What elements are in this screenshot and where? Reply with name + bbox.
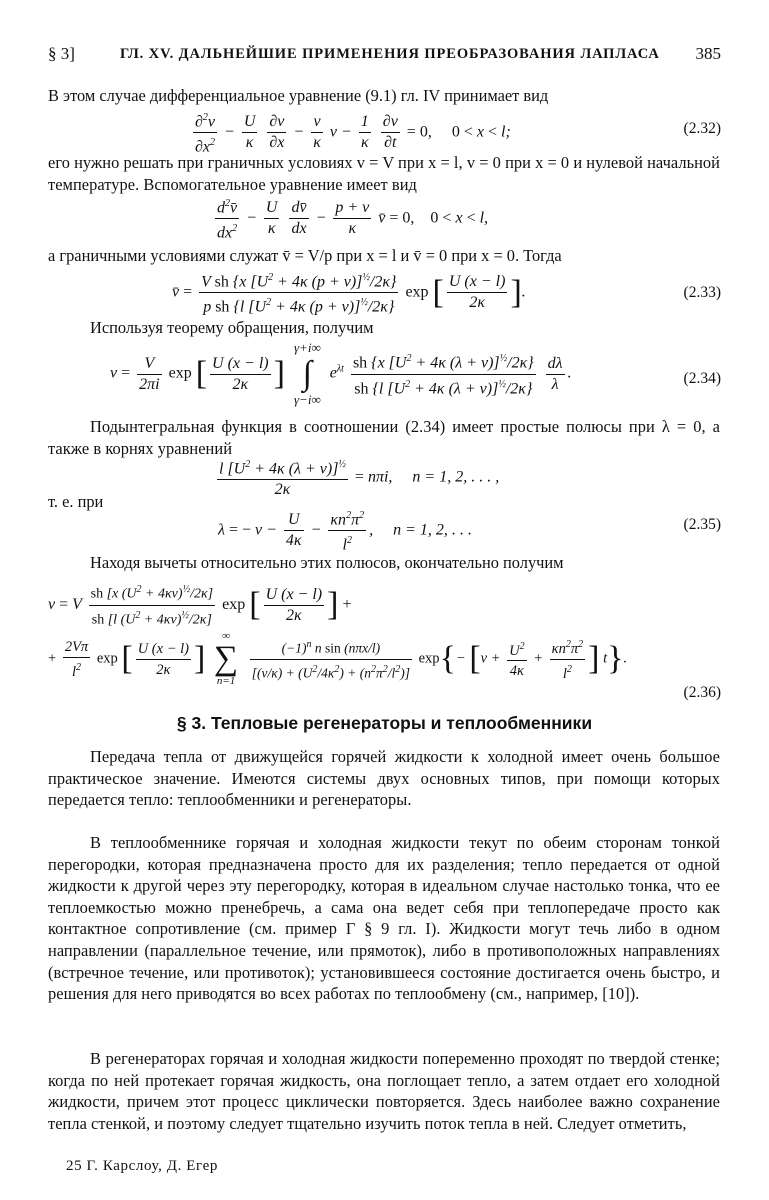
equation-2-36-line-1: v = V $\frac{sh [x (U^2 + 4\kappa\nu)^{\frac{1}{2}}/2\kappa]}{sh [l (U^2 + 4\kappa\nu)^{\frac{1}{2}}/2\kappa]}$ exp [ $\frac{U (x - l)}{2\kappa}$ ] + xyxy=(48,580,351,630)
roots-equation: $\frac{l [U^2 + 4\kappa (\lambda + \nu)]^{\frac{1}{2}}}{2\kappa}$ = nπi, n = 1, 2, . . . , xyxy=(214,455,499,500)
section-title: § 3. Тепловые регенераторы и теплообменники xyxy=(176,713,593,733)
text-boundary: а граничными условиями служат v̄ = V/p при x = l и v̄ = 0 при x = 0. Тогда xyxy=(48,246,562,265)
n-range: n = 1, 2, . . . , xyxy=(412,468,500,486)
page-number: 385 xyxy=(695,44,721,63)
text-poles: Подынтегральная функция в соотношении (2.34) имеет простые полюсы при λ = 0, а также в корнях уравнений xyxy=(48,417,720,458)
section-mark: § 3] xyxy=(48,44,75,63)
paragraph-boundary-conditions: его нужно решать при граничных условиях v = V при x = l, v = 0 при x = 0 и нулевой начальной температуре. Вспомогательное уравнение имеет вид xyxy=(48,153,720,194)
footer-signature: 25 Г. Карслоу, Д. Егер xyxy=(66,1158,218,1174)
equation-number: (2.35) xyxy=(683,516,721,533)
running-header xyxy=(48,44,721,70)
running-title: ГЛ. XV. ДАЛЬНЕЙШИЕ ПРИМЕНЕНИЯ ПРЕОБРАЗОВАНИЯ ЛАПЛАСА xyxy=(120,46,660,62)
equation-2-36-line-2: + $\frac{2V\pi}{l^2}$ exp [ $\frac{U (x - l)}{2\kappa}$ ] ∞ ∑ n=1 $\frac{(-1)^n n \sin (n\pi x/l)}{[(\nu/\kappa) + (U^2/4\kappa^2) + (n^2\pi^2/l^2)]}$ exp{− [ν + $\frac{U^2}{4\kappa}$ + $\frac{\kappa n^2\pi^2}{l^2}$ ] t}. xyxy=(48,630,628,687)
paragraph-3: В регенераторах горячая и холодная жидкости попеременно проходят по твердой стенке; когда по ней протекает горячая жидкость, она поглощает тепло, а затем отдает его холодной жидкости, причем этот процесс циклически повторяется. Здесь наиболее важно сохранение тепла стенкой, и поэтому следует тщательно изучить поток тепла в ней. Следует отметить, xyxy=(48,1049,720,1133)
equation-number: (2.36) xyxy=(683,684,721,701)
paragraph-2: В теплообменнике горячая и холодная жидкости текут по обеим сторонам тонкой перегородки, которая предназначена просто для их разделения; тепло передается от одной жидкости к другой через эту перегородку, которая в идеальном случае настолько тонка, что ее теплоемкостью можно пренебречь, а сама она ведет себя при теплопередаче просто как контактное сопротивление (см. пример Г § 9 гл. I). Жидкости могут течь либо в одном направлении (параллельное течение, или прямоток), либо в противоположных направлениях (встречное течение, или противоток); установившееся состояние достигается очень быстро, и решения для него приводятся во всех работах по теплообмену (см., например, [10]). xyxy=(48,833,720,1004)
intro-line: В этом случае дифференциальное уравнение (9.1) гл. IV принимает вид xyxy=(48,86,549,105)
auxiliary-equation: $\frac{d^2v̄}{dx^2}$ − $\frac{U}{\kappa}$ $\frac{dv̄}{dx}$ − $\frac{p + \nu}{\kappa}$ v̄ = 0, 0 < x < l, xyxy=(212,194,488,244)
text-residues: Находя вычеты относительно этих полюсов, окончательно получим xyxy=(90,553,564,572)
equation-2-34: v = $\frac{V}{2\pi i}$ exp [ $\frac{U (x - l)}{2\kappa}$ ] γ+i∞ ∫ γ−i∞ $e^{\lambda t}$ $\frac{sh \{x [U^2 + 4\kappa (\lambda + \nu)]^{\frac{1}{2}}/2\kappa\}}{sh \{l [U^2 + 4\kappa (\lambda + \nu)]^{\frac{1}{2}}/2\kappa\}}$ $\frac{d\lambda}{\lambda}$ . xyxy=(110,340,572,407)
equation-number: (2.34) xyxy=(683,370,721,387)
paragraph-1: Передача тепла от движущейся горячей жидкости к холодной имеет очень большое практическое значение. Имеются системы двух основных типов, при помощи которых передается тепло: теплообменники и регенераторы. xyxy=(48,747,720,810)
equation-2-32: $\frac{\partial^2v}{\partial x^2}$ − $\frac{U}{\kappa}$ $\frac{\partial v}{\partial x}$ − $\frac{\nu}{\kappa}$ v − $\frac{1}{\kappa}$ $\frac{\partial v}{\partial t}$ = 0, 0 < x < l; xyxy=(190,108,511,158)
equation-2-35: λ = − ν − $\frac{U}{4\kappa}$ − $\frac{\kappa n^2\pi^2}{l^2}$ , n = 1, 2, . . . xyxy=(218,506,472,556)
n-range-2: n = 1, 2, . . . xyxy=(393,521,472,539)
equation-2-33: v̄ = $\frac{V sh \{x [U^2 + 4\kappa (p + \nu)]^{\frac{1}{2}}/2\kappa\}}{p sh \{l [U^2 + 4\kappa (p + \nu)]^{\frac{1}{2}}/2\kappa\}}$ exp [ $\frac{U (x - l)}{2\kappa}$ ]. xyxy=(172,268,526,318)
text-ie: т. е. при xyxy=(48,492,104,511)
text-inversion: Используя теорему обращения, получим xyxy=(90,318,374,337)
equation-number: (2.32) xyxy=(683,120,721,137)
equation-number: (2.33) xyxy=(683,284,721,301)
